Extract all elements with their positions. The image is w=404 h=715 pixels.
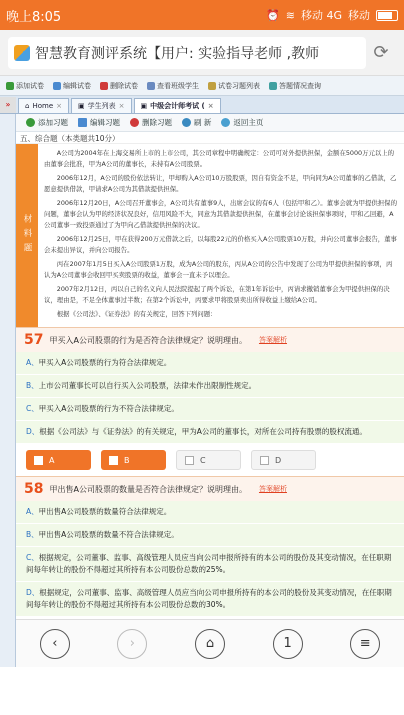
material-paragraph: 根据《公司法》、《证券法》的有关规定，回答下列问题：	[56, 310, 217, 318]
back-home-button[interactable]	[221, 117, 263, 128]
option-letter: D、	[26, 427, 40, 436]
option-text: 根据规定，公司董事、监事、高级管理人员应当向公司申报所持有的本公司的股份及其变动情况，在任职期间每年转让的股份不得超过其所持有本公司股份总数的25%。	[26, 553, 392, 574]
back-arrow-icon[interactable]: ‹	[40, 629, 70, 659]
wifi-icon: ≋	[285, 8, 295, 22]
left-sidebar-strip[interactable]	[0, 114, 16, 667]
checkbox-icon	[34, 456, 43, 465]
option-text: 上市公司董事长可以自行买入公司股票，法律未作出限制性规定。	[38, 381, 257, 390]
add-paper-label: 添加试卷	[16, 81, 44, 90]
page-title: 智慧教育测评系统【用户: 实验指导老师 ,教师	[35, 45, 320, 62]
answer-choices	[16, 444, 404, 476]
browser-url-bar	[0, 30, 404, 76]
option-letter: A、	[26, 358, 39, 367]
answer-label: C	[200, 455, 206, 465]
answer-label: D	[275, 455, 282, 465]
option-letter: C、	[26, 404, 39, 413]
option-a	[16, 352, 404, 375]
checkbox-icon	[260, 456, 269, 465]
option-text: 甲出售A公司股票的数量符合法律规定。	[38, 507, 172, 516]
close-icon[interactable]: ×	[118, 102, 125, 110]
tab-student-list-label: 学生列表	[87, 102, 116, 110]
question-list-label: 试卷习题列表	[218, 81, 260, 90]
status-time: 晚上8:05	[6, 9, 62, 25]
tab-home[interactable]	[18, 98, 69, 113]
status-bar	[0, 0, 404, 30]
delete-paper-label: 删除试卷	[110, 81, 138, 90]
home-icon: ⌂	[25, 102, 30, 110]
collapse-sidebar-button[interactable]: »	[0, 97, 16, 113]
close-icon[interactable]: ×	[207, 102, 214, 110]
checkbox-icon	[185, 456, 194, 465]
query-icon	[269, 82, 277, 90]
option-letter: C、	[26, 553, 39, 562]
question-text: 甲出售A公司股票的数量是否符合法律规定？说明理由。	[49, 484, 247, 494]
material-paragraph: 2006年12月，A公司的股份依法转让，甲却购入A公司10万股股票，因自有资金不足，甲向同为A公司董事的乙借款，乙愿意提供借款，甲请求A公司为其借款提供担保。	[44, 174, 397, 193]
answer-query-button[interactable]	[266, 81, 324, 91]
checkbox-icon	[109, 456, 118, 465]
material-label: 材料题	[16, 144, 38, 327]
material-block	[16, 143, 404, 327]
tab-exam[interactable]	[134, 98, 221, 113]
site-favicon-icon	[14, 45, 30, 61]
delete-paper-button[interactable]	[97, 81, 141, 91]
option-text: 甲买入A公司股票的行为符合法律规定。	[38, 358, 172, 367]
edit-question-button[interactable]	[78, 117, 120, 128]
option-b	[16, 524, 404, 547]
refresh-icon	[182, 118, 191, 127]
tab-exam-label: 中级会计师考试 (	[150, 102, 205, 110]
page-count-button[interactable]: 1	[273, 629, 303, 659]
material-paragraph: 2006年12月20日，A公司召开董事会，A公司共有董事9人，出席会议的有6人（包括甲和乙）。董事会就为甲提供担保的问题，董事会认为甲的经济状况良好，信用风险不大，同意为其借款提供担保，在董事会讨论该担保事项时，甲和乙回避，A公司董事一致投票通过了为甲向乙借款提供担保的决议。	[44, 199, 397, 229]
option-text: 根据规定，公司董事、监事、高级管理人员应当向公司申报所持有的本公司的股份及其变动情况，在任职期间每年转让的股份不得超过其所持有本公司股份总数的30%。	[26, 588, 392, 609]
question-number: 57	[24, 332, 44, 348]
students-icon	[147, 82, 155, 90]
add-question-button[interactable]	[26, 117, 68, 128]
network-label-2: 移动	[348, 9, 370, 22]
answer-query-label: 答题情况查询	[279, 81, 321, 90]
question-header	[16, 327, 404, 352]
close-icon[interactable]: ×	[56, 102, 62, 110]
refresh-button[interactable]	[182, 117, 211, 128]
add-paper-button[interactable]	[3, 81, 47, 91]
material-paragraph: 2006年12月25日，甲在获得200万元借款之后，以每股22元的价格买入A公司股票10万股，并向公司董事会报告，董事会未提出异议，并向公司报告。	[44, 235, 397, 254]
answer-label: A	[49, 455, 55, 465]
url-field[interactable]	[8, 37, 366, 69]
reload-icon[interactable]: ⟳	[373, 42, 389, 63]
answer-checkbox-d[interactable]	[251, 450, 316, 470]
delete-question-button[interactable]	[130, 117, 172, 128]
answer-analysis-link[interactable]: 答案解析	[258, 336, 287, 344]
add-icon	[6, 82, 14, 90]
answer-label: B	[124, 455, 130, 465]
option-letter: B、	[26, 530, 39, 539]
material-body	[38, 144, 404, 327]
view-students-label: 查看班级学生	[157, 81, 199, 90]
question-action-bar	[16, 114, 404, 132]
option-a	[16, 501, 404, 524]
add-icon	[26, 118, 35, 127]
material-paragraph: A公司为2004年在上海交易所上市的上市公司，其公司章程中明确规定：公司可对外提供担保，金额在5000万元以上的由董事会批准，甲为A公司的董事长，未持有A公司股票。	[44, 149, 395, 168]
answer-analysis-link[interactable]: 答案解析	[258, 485, 287, 493]
edit-paper-button[interactable]	[50, 81, 94, 91]
option-c	[16, 398, 404, 421]
edit-paper-label: 编辑试卷	[63, 81, 91, 90]
edit-icon	[53, 82, 61, 90]
alarm-icon: ⏰	[266, 8, 280, 22]
option-c	[16, 547, 404, 582]
home-icon[interactable]: ⌂	[195, 629, 225, 659]
delete-icon	[100, 82, 108, 90]
section-title: 五、综合题（本类题共10分）	[20, 134, 120, 143]
option-b	[16, 375, 404, 398]
question-text: 甲买入A公司股票的行为是否符合法律规定？说明理由。	[49, 335, 247, 345]
exam-content	[16, 114, 404, 667]
network-label-1: 移动 4G	[300, 9, 342, 22]
delete-icon	[130, 118, 139, 127]
battery-icon	[376, 10, 398, 21]
menu-icon[interactable]: ≡	[350, 629, 380, 659]
browser-bottom-nav	[16, 619, 404, 667]
question-list-button[interactable]	[205, 81, 263, 91]
question-header	[16, 476, 404, 501]
answer-checkbox-b[interactable]	[101, 450, 166, 470]
option-letter: D、	[26, 588, 40, 597]
add-question-label: 添加习题	[38, 118, 68, 127]
back-icon	[221, 118, 230, 127]
option-text: 甲出售A公司股票的数量不符合法律规定。	[38, 530, 179, 539]
option-letter: A、	[26, 507, 39, 516]
tab-bar	[0, 96, 404, 114]
option-d	[16, 421, 404, 444]
list-icon	[208, 82, 216, 90]
tab-icon: ▣	[78, 102, 85, 110]
answer-checkbox-c[interactable]	[176, 450, 241, 470]
tab-home-label: Home	[32, 102, 54, 110]
option-text: 甲买入A公司股票的行为不符合法律规定。	[38, 404, 179, 413]
refresh-label: 刷 新	[194, 118, 212, 127]
answer-checkbox-a[interactable]	[26, 450, 91, 470]
pencil-icon	[78, 118, 87, 127]
status-icons	[266, 7, 398, 23]
material-paragraph: 2007年2月12日，丙以自己的名义向人民法院提起了两个诉讼，在第1年诉讼中，丙请求撤销董事会为甲提供担保的决议，理由是，不足全体董事过半数；在第2个诉讼中，丙要求甲将股票卖出所得收益上缴给A公司。	[44, 285, 390, 304]
edit-question-label: 编辑习题	[90, 118, 120, 127]
tab-student-list[interactable]	[71, 98, 132, 113]
tab-icon: ▣	[140, 102, 148, 110]
option-d	[16, 582, 404, 617]
back-home-label: 返回主页	[233, 118, 264, 127]
view-students-button[interactable]	[144, 81, 202, 91]
delete-question-label: 删除习题	[142, 118, 172, 127]
option-letter: B、	[26, 381, 39, 390]
option-text: 根据《公司法》与《证券法》的有关规定，甲为A公司的董事长，对所在公司持有股票的股权流通。	[39, 427, 367, 436]
material-paragraph: 丙在2007年1月5日买入A公司股票1万股，成为A公司的股东，丙从A公司的公告中发现了公司为甲提供担保的事项，丙认为A公司董事会收回甲买卖股票的收益，董事会一直未予以理会。	[44, 260, 393, 279]
main-toolbar	[0, 76, 404, 96]
forward-arrow-icon[interactable]: ›	[117, 629, 147, 659]
question-number: 58	[24, 481, 44, 497]
